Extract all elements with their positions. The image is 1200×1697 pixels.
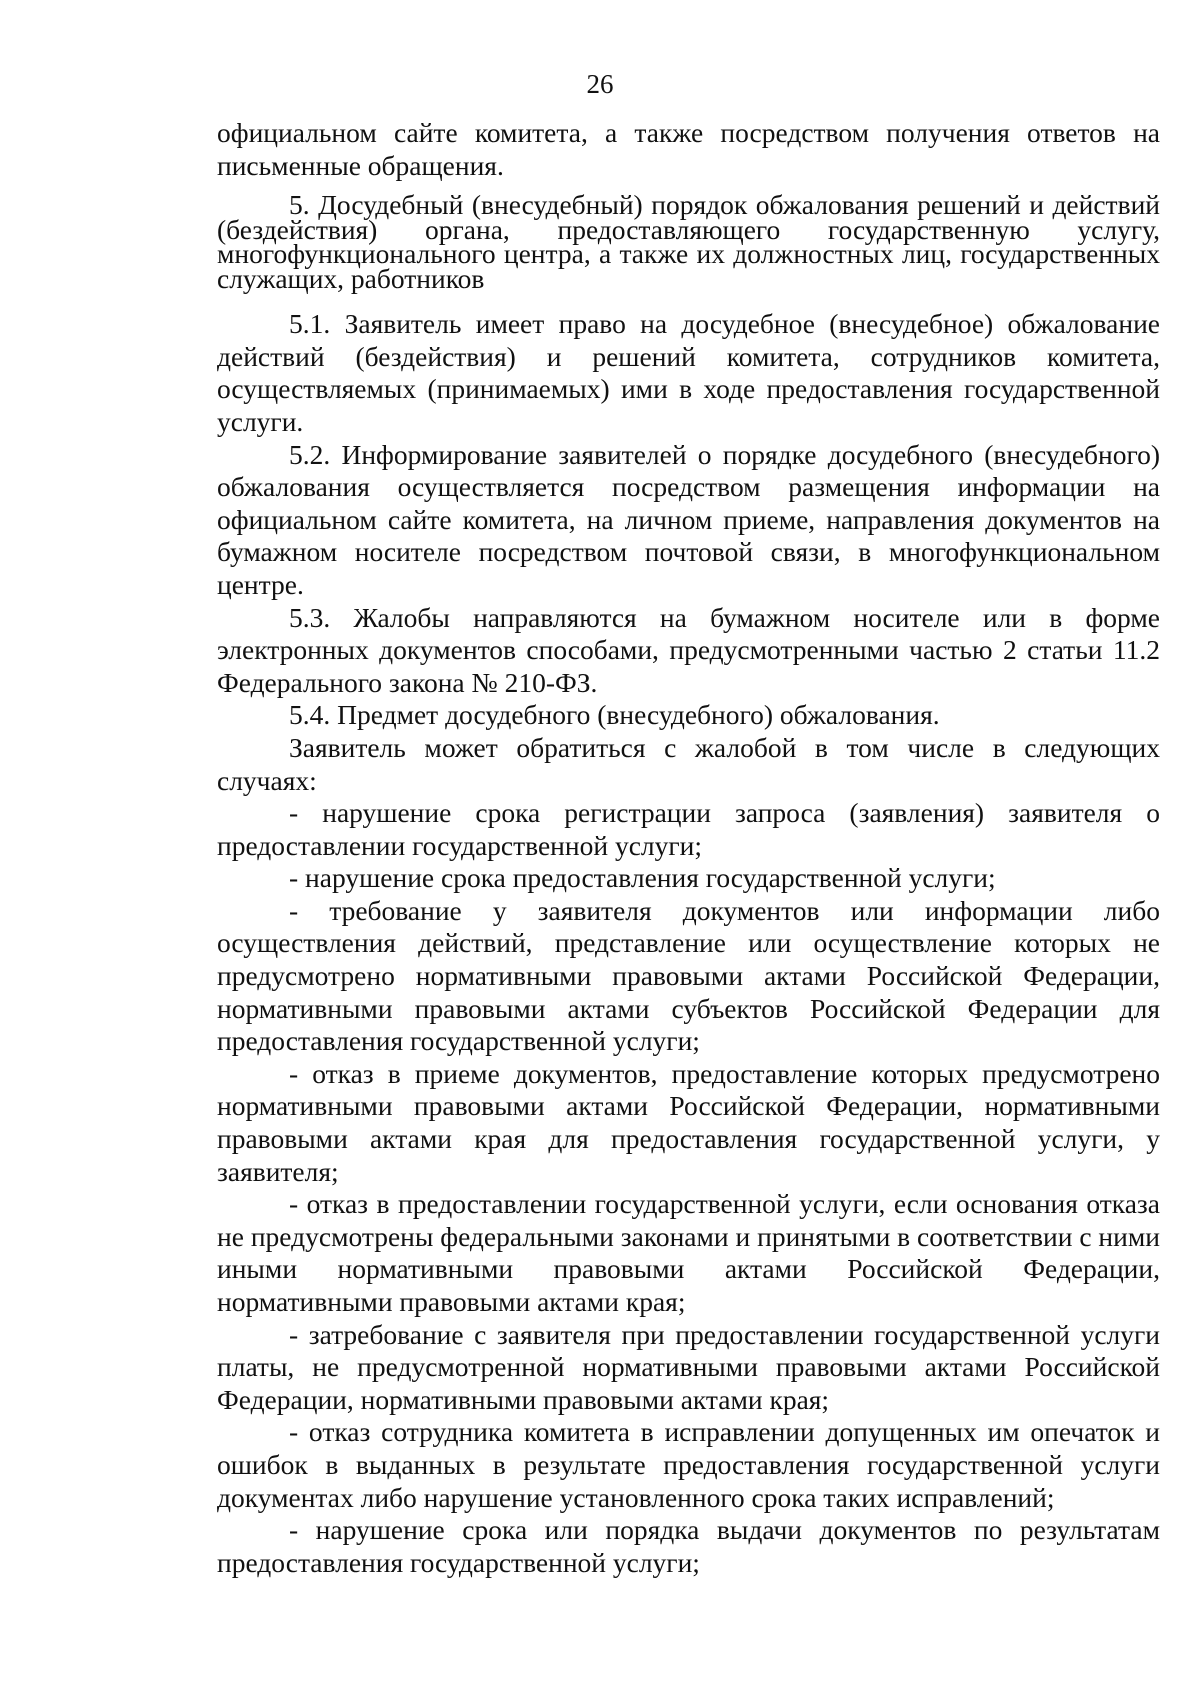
- section-heading-5: 5. Досудебный (внесудебный) порядок обжалования решений и действий (бездействия) органа, предоставляющего государственную услугу, многофункционального центра, а также их должностных лиц, государственных служащих, работников: [217, 189, 1160, 294]
- list-item: - нарушение срока предоставления государственной услуги;: [289, 862, 996, 894]
- list-item: - требование у заявителя документов или информации либо осуществления действий, представление или осуществление которых не предусмотрено нормативными правовыми актами Российской Федерации, нормативными правовыми актами субъектов Российской Федерации для предоставления государственной услуги;: [217, 894, 1160, 1057]
- list-item: - отказ в предоставлении государственной услуги, если основания отказа не предусмотрены федеральными законами и принятыми в соответствии с ними иными нормативными правовыми актами Российской Федерации, нормативными правовыми актами края;: [217, 1188, 1160, 1317]
- paragraph-5-3: 5.3. Жалобы направляются на бумажном носителе или в форме электронных документов способами, предусмотренными частью 2 статьи 11.2 Федерального закона № 210-ФЗ.: [217, 601, 1160, 698]
- paragraph-5-4: 5.4. Предмет досудебного (внесудебного) обжалования.: [289, 699, 940, 731]
- list-item: - отказ в приеме документов, предоставление которых предусмотрено нормативными правовыми актами Российской Федерации, нормативными правовыми актами края для предоставления государственной услуги, у заявителя;: [217, 1057, 1160, 1187]
- list-item: - отказ сотрудника комитета в исправлении допущенных им опечаток и ошибок в выданных в результате предоставления государственной услуги документах либо нарушение установленного срока таких исправлений;: [217, 1416, 1160, 1513]
- paragraph-continuation: официальном сайте комитета, а также посредством получения ответов на письменные обращения.: [217, 117, 1160, 181]
- paragraph-5-1: 5.1. Заявитель имеет право на досудебное (внесудебное) обжалование действий (бездействия) и решений комитета, сотрудников комитета, осуществляемых (принимаемых) ими в ходе предоставления государственной услуги.: [217, 308, 1160, 437]
- list-item: - нарушение срока регистрации запроса (заявления) заявителя о предоставлении государственной услуги;: [217, 797, 1160, 861]
- page-number: 26: [586, 69, 614, 99]
- paragraph-cases-intro: Заявитель может обратиться с жалобой в том числе в следующих случаях:: [217, 731, 1160, 796]
- paragraph-5-2: 5.2. Информирование заявителей о порядке досудебного (внесудебного) обжалования осуществляется посредством размещения информации на официальном сайте комитета, на личном приеме, направления документов на бумажном носителе посредством почтовой связи, в многофункциональном центре.: [217, 438, 1160, 600]
- list-item: - нарушение срока или порядка выдачи документов по результатам предоставления государственной услуги;: [217, 1514, 1160, 1578]
- list-item: - затребование с заявителя при предоставлении государственной услуги платы, не предусмотренной нормативными правовыми актами Российской Федерации, нормативными правовыми актами края;: [217, 1318, 1160, 1415]
- document-body: [217, 117, 1160, 1579]
